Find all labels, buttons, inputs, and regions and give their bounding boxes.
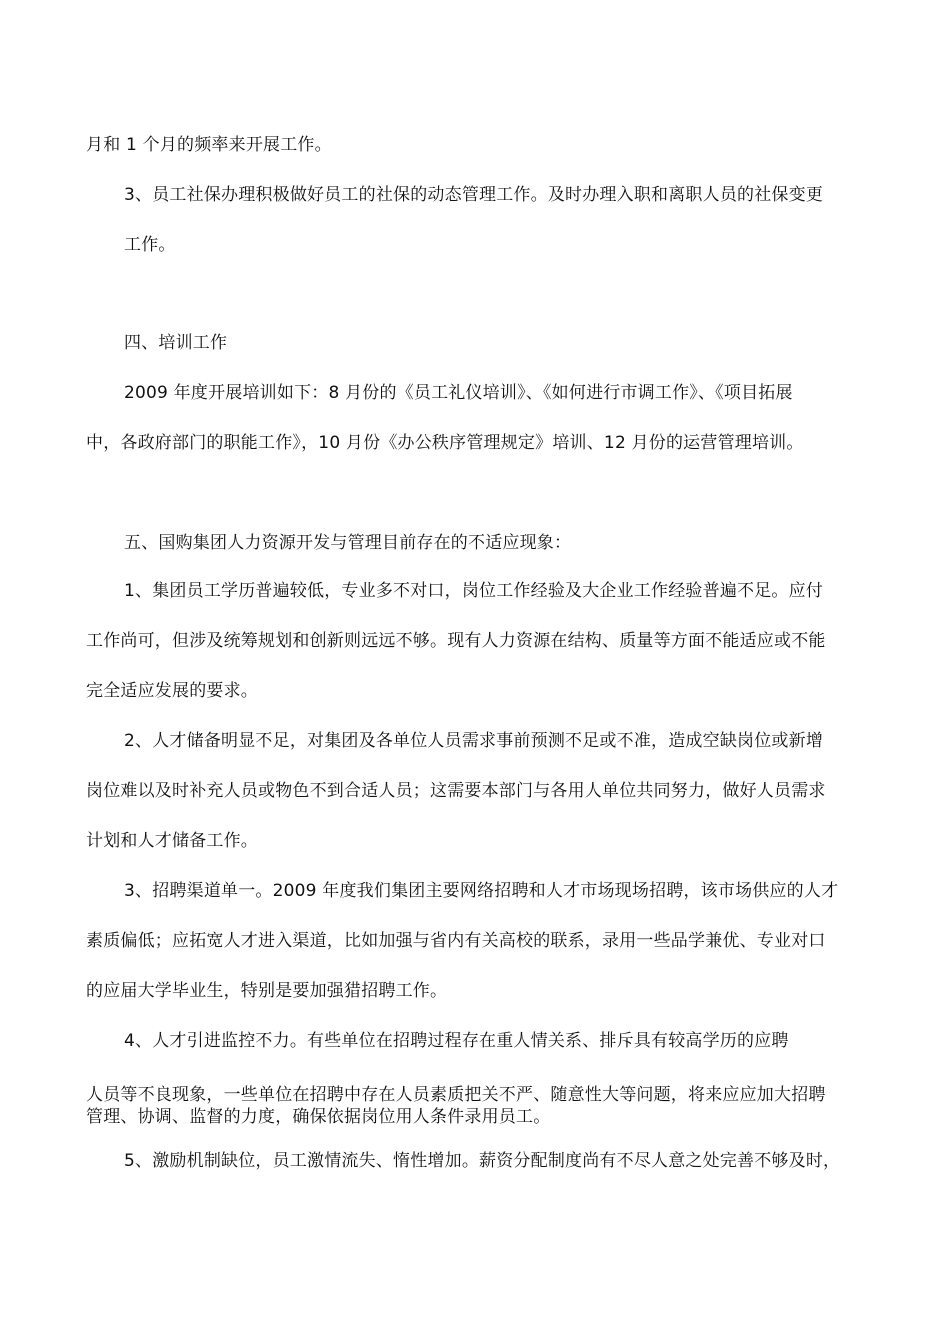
- text-line: 的应届大学毕业生，特别是要加强猎招聘工作。: [86, 981, 448, 1001]
- text-line: 计划和人才储备工作。: [86, 831, 258, 851]
- text-line: 岗位难以及时补充人员或物色不到合适人员；这需要本部门与各用人单位共同努力，做好人员需求: [86, 781, 826, 801]
- text-line: 管理、协调、监督的力度，确保依据岗位用人条件录用员工。: [86, 1107, 551, 1127]
- text-line: 4、人才引进监控不力。有些单位在招聘过程存在重人情关系、排斥具有较高学历的应聘: [124, 1031, 789, 1051]
- text-line: 1、集团员工学历普遍较低，专业多不对口，岗位工作经验及大企业工作经验普遍不足。应付: [124, 581, 824, 601]
- text-line: 2009 年度开展培训如下：8 月份的《员工礼仪培训》、《如何进行市调工作》、《项目拓展: [124, 383, 793, 403]
- text-line: 3、招聘渠道单一。2009 年度我们集团主要网络招聘和人才市场现场招聘，该市场供应的人才: [124, 881, 839, 901]
- text-line: 工作。: [124, 235, 176, 255]
- text-line: 月和 1 个月的频率来开展工作。: [86, 135, 332, 155]
- text-line: 中，各政府部门的职能工作》，10 月份《办公秩序管理规定》培训、12 月份的运营管理培训。: [86, 433, 804, 453]
- text-line: 3、员工社保办理积极做好员工的社保的动态管理工作。及时办理入职和离职人员的社保变更: [124, 185, 824, 205]
- text-line: 工作尚可，但涉及统筹规划和创新则远远不够。现有人力资源在结构、质量等方面不能适应或不能: [86, 631, 826, 651]
- text-line: 人员等不良现象，一些单位在招聘中存在人员素质把关不严、随意性大等问题，将来应应加大招聘: [86, 1085, 826, 1105]
- text-line: 素质偏低；应拓宽人才进入渠道，比如加强与省内有关高校的联系，录用一些品学兼优、专业对口: [86, 931, 826, 951]
- text-line: 2、人才储备明显不足，对集团及各单位人员需求事前预测不足或不准，造成空缺岗位或新增: [124, 731, 824, 751]
- text-line: 5、激励机制缺位，员工激情流失、惰性增加。薪资分配制度尚有不尽人意之处完善不够及时，: [124, 1151, 841, 1171]
- section-heading: 五、国购集团人力资源开发与管理目前存在的不适应现象：: [124, 533, 572, 553]
- text-line: 完全适应发展的要求。: [86, 681, 258, 701]
- section-heading: 四、培训工作: [124, 333, 228, 353]
